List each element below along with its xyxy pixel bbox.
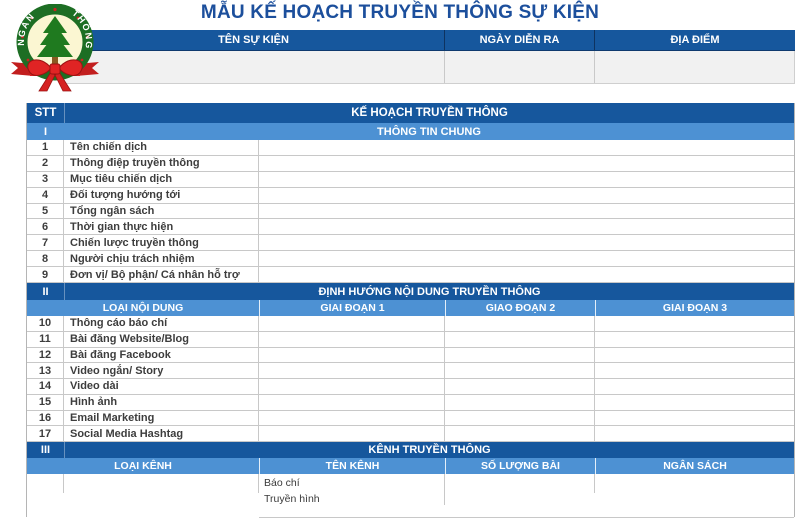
table-row	[27, 426, 794, 442]
row-label: Video ngắn/ Story	[64, 363, 259, 378]
phase3-header: GIAI ĐOẠN 3	[595, 300, 794, 316]
row-value-cell	[259, 156, 794, 171]
event-table-header-row	[63, 30, 795, 51]
row-label: Tên chiến dịch	[64, 140, 259, 155]
section2-column-header-row	[27, 300, 794, 316]
row-label: Hình ảnh	[64, 395, 259, 410]
event-date-cell	[444, 51, 594, 83]
table-row	[27, 267, 794, 283]
row-number: 4	[27, 188, 64, 203]
row-label: Thông cáo báo chí	[64, 316, 259, 331]
page-title: MẪU KẾ HOẠCH TRUYỀN THÔNG SỰ KIỆN	[200, 2, 600, 23]
phase2-header: GIAO ĐOẠN 2	[445, 300, 595, 316]
phase1-header: GIAI ĐOẠN 1	[259, 300, 445, 316]
section3-column-header-row	[27, 458, 794, 474]
row-number: 9	[27, 267, 64, 282]
row-number: 3	[27, 172, 64, 187]
row-number: 8	[27, 251, 64, 266]
table-row	[27, 363, 794, 379]
row-value-cell	[259, 267, 794, 282]
post-count-cell	[445, 491, 595, 493]
table-row	[27, 474, 794, 491]
table-row	[27, 411, 794, 427]
phase1-cell	[259, 426, 445, 441]
row-label: Chiến lược truyền thông	[64, 235, 259, 250]
phase3-cell	[595, 395, 794, 410]
row-label: Thông điệp truyền thông	[64, 156, 259, 171]
phase1-cell	[259, 395, 445, 410]
post-count-header: SỐ LƯỢNG BÀI	[445, 458, 595, 474]
section1-title-row	[27, 123, 794, 140]
channel-type-cell	[64, 474, 259, 491]
phase2-cell	[445, 363, 595, 378]
event-date-header: NGÀY DIỄN RA	[444, 30, 594, 50]
row-number: 5	[27, 204, 64, 219]
row-value-cell	[259, 188, 794, 203]
post-count-cell	[445, 474, 595, 491]
row-label: Mục tiêu chiến dịch	[64, 172, 259, 187]
phase1-cell	[259, 348, 445, 363]
event-location-header: ĐỊA ĐIỂM	[594, 30, 795, 50]
channel-name: Truyền hình	[259, 491, 445, 505]
phase2-cell	[445, 316, 595, 331]
row-value-cell	[259, 204, 794, 219]
event-location-cell	[594, 51, 794, 83]
row-number: 12	[27, 348, 64, 363]
phase2-cell	[445, 411, 595, 426]
table-row	[27, 204, 794, 220]
table-row	[27, 316, 794, 332]
table-row	[27, 156, 794, 172]
channel-name: Báo chí	[259, 474, 445, 491]
wreath-logo-icon	[8, 4, 102, 92]
budget-header: NGÂN SÁCH	[595, 458, 794, 474]
event-name-header: TÊN SỰ KIỆN	[218, 34, 289, 46]
row-number: 11	[27, 332, 64, 347]
channel-type-header: LOẠI KÊNH	[114, 460, 172, 473]
table-row	[27, 219, 794, 235]
table-row	[27, 251, 794, 267]
row-number: 10	[27, 316, 64, 331]
section3-numeral: III	[40, 444, 51, 457]
row-label: Email Marketing	[64, 411, 259, 426]
communication-plan-table	[26, 103, 795, 517]
row-label: Đơn vị/ Bộ phận/ Cá nhân hỗ trợ	[64, 267, 259, 282]
budget-cell	[595, 474, 794, 491]
table-row	[27, 348, 794, 364]
phase1-cell	[259, 379, 445, 394]
row-label: Đối tượng hướng tới	[64, 188, 259, 203]
event-info-table	[63, 30, 795, 84]
table-row	[27, 235, 794, 251]
row-value-cell	[259, 140, 794, 155]
phase2-cell	[445, 379, 595, 394]
ngan-thong-logo	[8, 4, 102, 97]
section2-title-row	[27, 283, 794, 300]
phase1-cell	[259, 411, 445, 426]
phase2-cell	[445, 332, 595, 347]
row-value-cell	[259, 219, 794, 234]
row-label: Video dài	[64, 379, 259, 394]
section3-title-row	[27, 442, 794, 458]
event-table-empty-row	[63, 51, 795, 84]
channel-group-cell	[27, 491, 64, 493]
row-number: 17	[27, 426, 64, 441]
row-value-cell	[259, 251, 794, 266]
content-type-header: LOẠI NỘI DUNG	[102, 302, 184, 315]
channel-group-cell	[27, 474, 64, 491]
channel-name-header: TÊN KÊNH	[259, 458, 445, 474]
logo-text-right: THÔNG	[70, 7, 95, 51]
logo-text-left: NGÀN	[15, 10, 37, 46]
row-number: 15	[27, 395, 64, 410]
phase3-cell	[595, 379, 794, 394]
phase3-cell	[595, 332, 794, 347]
phase3-cell	[595, 316, 794, 331]
plan-table-header-row	[27, 103, 794, 123]
table-row	[27, 140, 794, 156]
row-value-cell	[259, 172, 794, 187]
phase2-cell	[445, 348, 595, 363]
phase1-cell	[259, 363, 445, 378]
row-label: Bài đăng Facebook	[64, 348, 259, 363]
row-number: 7	[27, 235, 64, 250]
phase2-cell	[445, 426, 595, 441]
phase3-cell	[595, 426, 794, 441]
row-number: 14	[27, 379, 64, 394]
row-number: 16	[27, 411, 64, 426]
budget-cell	[595, 491, 794, 493]
ribbon-bow-icon	[28, 60, 82, 91]
row-number: 1	[27, 140, 64, 155]
event-name-cell	[64, 51, 444, 83]
row-label: Người chịu trách nhiệm	[64, 251, 259, 266]
section1-title: THÔNG TIN CHUNG	[377, 125, 481, 138]
phase3-cell	[595, 363, 794, 378]
row-label: Social Media Hashtag	[64, 426, 259, 441]
section1-numeral: I	[43, 125, 48, 138]
row-value-cell	[259, 235, 794, 250]
phase1-cell	[259, 332, 445, 347]
section3-title: KÊNH TRUYỀN THÔNG	[64, 442, 794, 458]
channel-type-cell	[64, 491, 259, 493]
table-row	[27, 332, 794, 348]
row-number: 13	[27, 363, 64, 378]
row-label: Bài đăng Website/Blog	[64, 332, 259, 347]
phase1-cell	[259, 316, 445, 331]
section2-title: ĐỊNH HƯỚNG NỘI DUNG TRUYỀN THÔNG	[64, 283, 794, 300]
table-row	[27, 379, 794, 395]
table-row	[27, 395, 794, 411]
row-label: Thời gian thực hiện	[64, 219, 259, 234]
phase2-cell	[445, 395, 595, 410]
row-number: 6	[27, 219, 64, 234]
phase3-cell	[595, 411, 794, 426]
table-row	[27, 491, 794, 517]
phase3-cell	[595, 348, 794, 363]
section2-numeral: II	[42, 285, 49, 298]
stt-header: STT	[34, 107, 57, 119]
table-row	[27, 172, 794, 188]
row-label: Tổng ngân sách	[64, 204, 259, 219]
table-row	[27, 188, 794, 204]
row-number: 2	[27, 156, 64, 171]
plan-title-header: KẾ HOẠCH TRUYỀN THÔNG	[64, 103, 794, 123]
